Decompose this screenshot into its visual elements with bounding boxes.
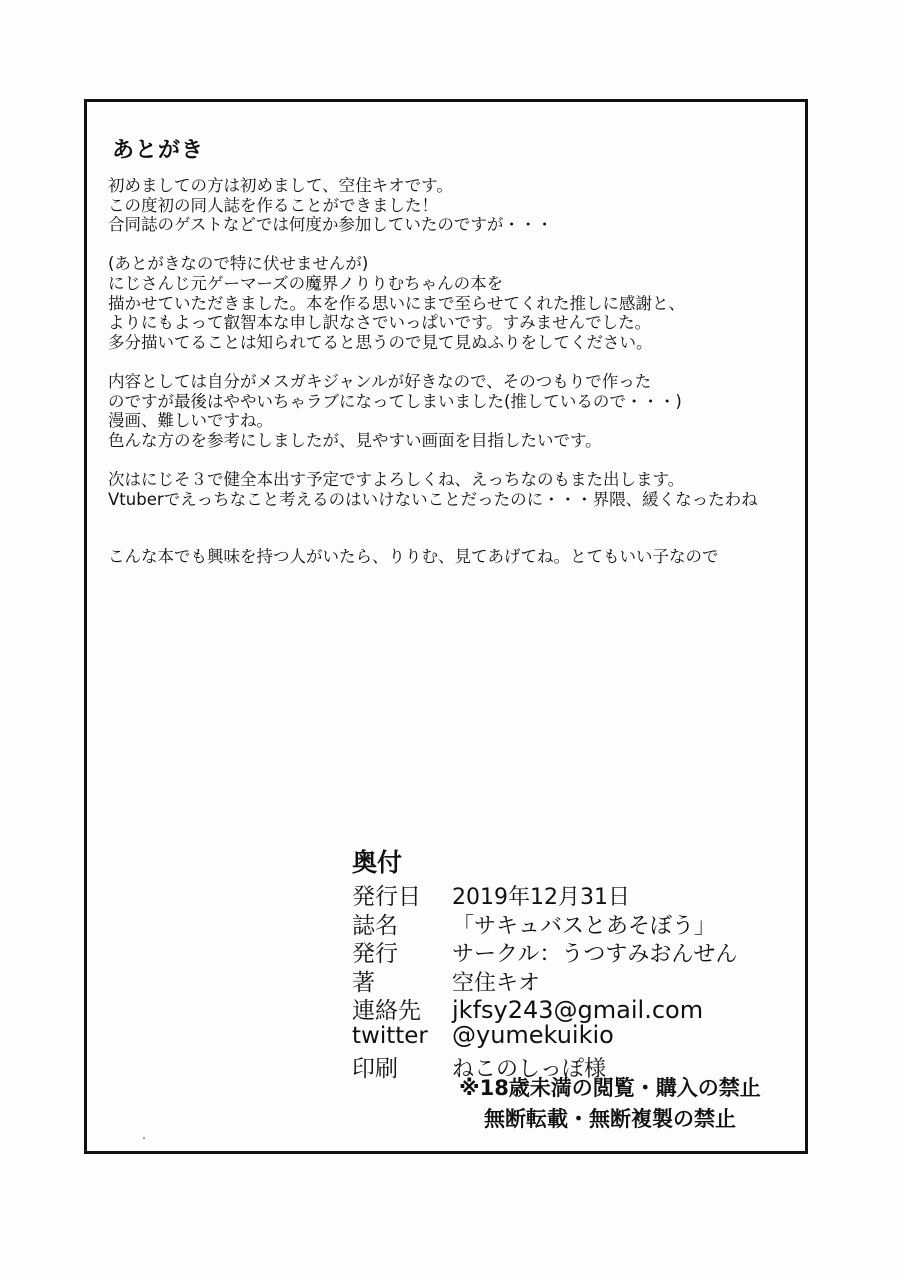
text-line: 色んな方のを参考にしましたが、見やすい画面を目指したいです。 [108, 430, 602, 450]
colophon-label: 著 [352, 969, 375, 996]
colophon-label: 連絡先 [352, 998, 421, 1025]
afterword-paragraph [108, 372, 798, 450]
text-line: 漫画、難しいですね。 [108, 411, 273, 431]
colophon-row-twitter [352, 1021, 792, 1050]
text-line: この度初の同人誌を作ることができました！ [108, 195, 438, 215]
colophon-label: 誌名 [352, 912, 398, 939]
age-restriction-notice: ※18歳未満の閲覧・購入の禁止 [459, 1076, 761, 1100]
afterword-body [108, 176, 798, 567]
text-line: よりにもよって叡智本な申し訳なさでいっぱいです。すみませんでした。 [108, 313, 652, 333]
colophon-value: 「サキュバスとあそぼう」 [452, 913, 717, 939]
colophon-value: ねこのしっぽ様 [452, 1056, 607, 1082]
text-line: Vtuberでえっちなこと考えるのはいけないことだったのに・・・界隈、緩くなったわね [108, 489, 758, 509]
text-line: のですが最後はややいちゃラブになってしまいました(推しているので・・・) [108, 391, 682, 411]
colophon [352, 848, 792, 1082]
colophon-row-title [352, 907, 792, 939]
text-line: 多分描いてることは知られてると思うので見て見ぬふりをしてください。 [108, 332, 653, 352]
text-line: 内容としては自分がメスガキジャンルが好きなので、そのつもりで作った [108, 371, 652, 391]
text-line: (あとがきなので特に伏せませんが) [108, 254, 369, 274]
colophon-label: 発行日 [352, 884, 421, 910]
afterword-paragraph [108, 470, 798, 509]
text-line: 合同誌のゲストなどでは何度か参加していたのですが・・・ [108, 215, 553, 235]
paper-speck [143, 1137, 145, 1139]
text-line: 描かせていただきました。本を作る思いにまで至らせてくれた推しに感謝と、 [108, 293, 686, 313]
text-line: 次はにじそ３で健全本出す予定ですよろしくね、えっちなのもまた出します。 [108, 469, 685, 489]
afterword-closing-line: こんな本でも興味を持つ人がいたら、りりむ、見てあげてね。とてもいい子なので [108, 547, 719, 567]
afterword-paragraph [108, 176, 798, 235]
warnings-block [400, 1073, 820, 1135]
afterword-paragraph [108, 254, 798, 352]
colophon-title: 奥付 [352, 848, 403, 877]
colophon-label: twitter [352, 1022, 428, 1049]
colophon-value: サークル：うつすみおんせん [452, 942, 738, 968]
afterword-heading: あとがき [112, 138, 205, 163]
colophon-row-contact [352, 992, 792, 1025]
reproduction-notice: 無断転載・無断複製の禁止 [484, 1107, 736, 1131]
colophon-value: 空住キオ [452, 970, 541, 996]
colophon-twitter-handle: @yumekuikio [452, 1020, 614, 1049]
text-line: 初めましての方は初めまして、空住キオです。 [108, 176, 453, 195]
colophon-value: 2019年12月31日 [452, 885, 630, 910]
text-line: にじさんじ元ゲーマーズの魔界ノりりむちゃんの本を [108, 273, 504, 293]
colophon-email: jkfsy243@gmail.com [452, 996, 704, 1025]
colophon-label: 発行 [352, 941, 398, 968]
colophon-label: 印刷 [352, 1055, 398, 1082]
colophon-row-publisher [352, 935, 792, 968]
colophon-row-date [352, 878, 792, 910]
